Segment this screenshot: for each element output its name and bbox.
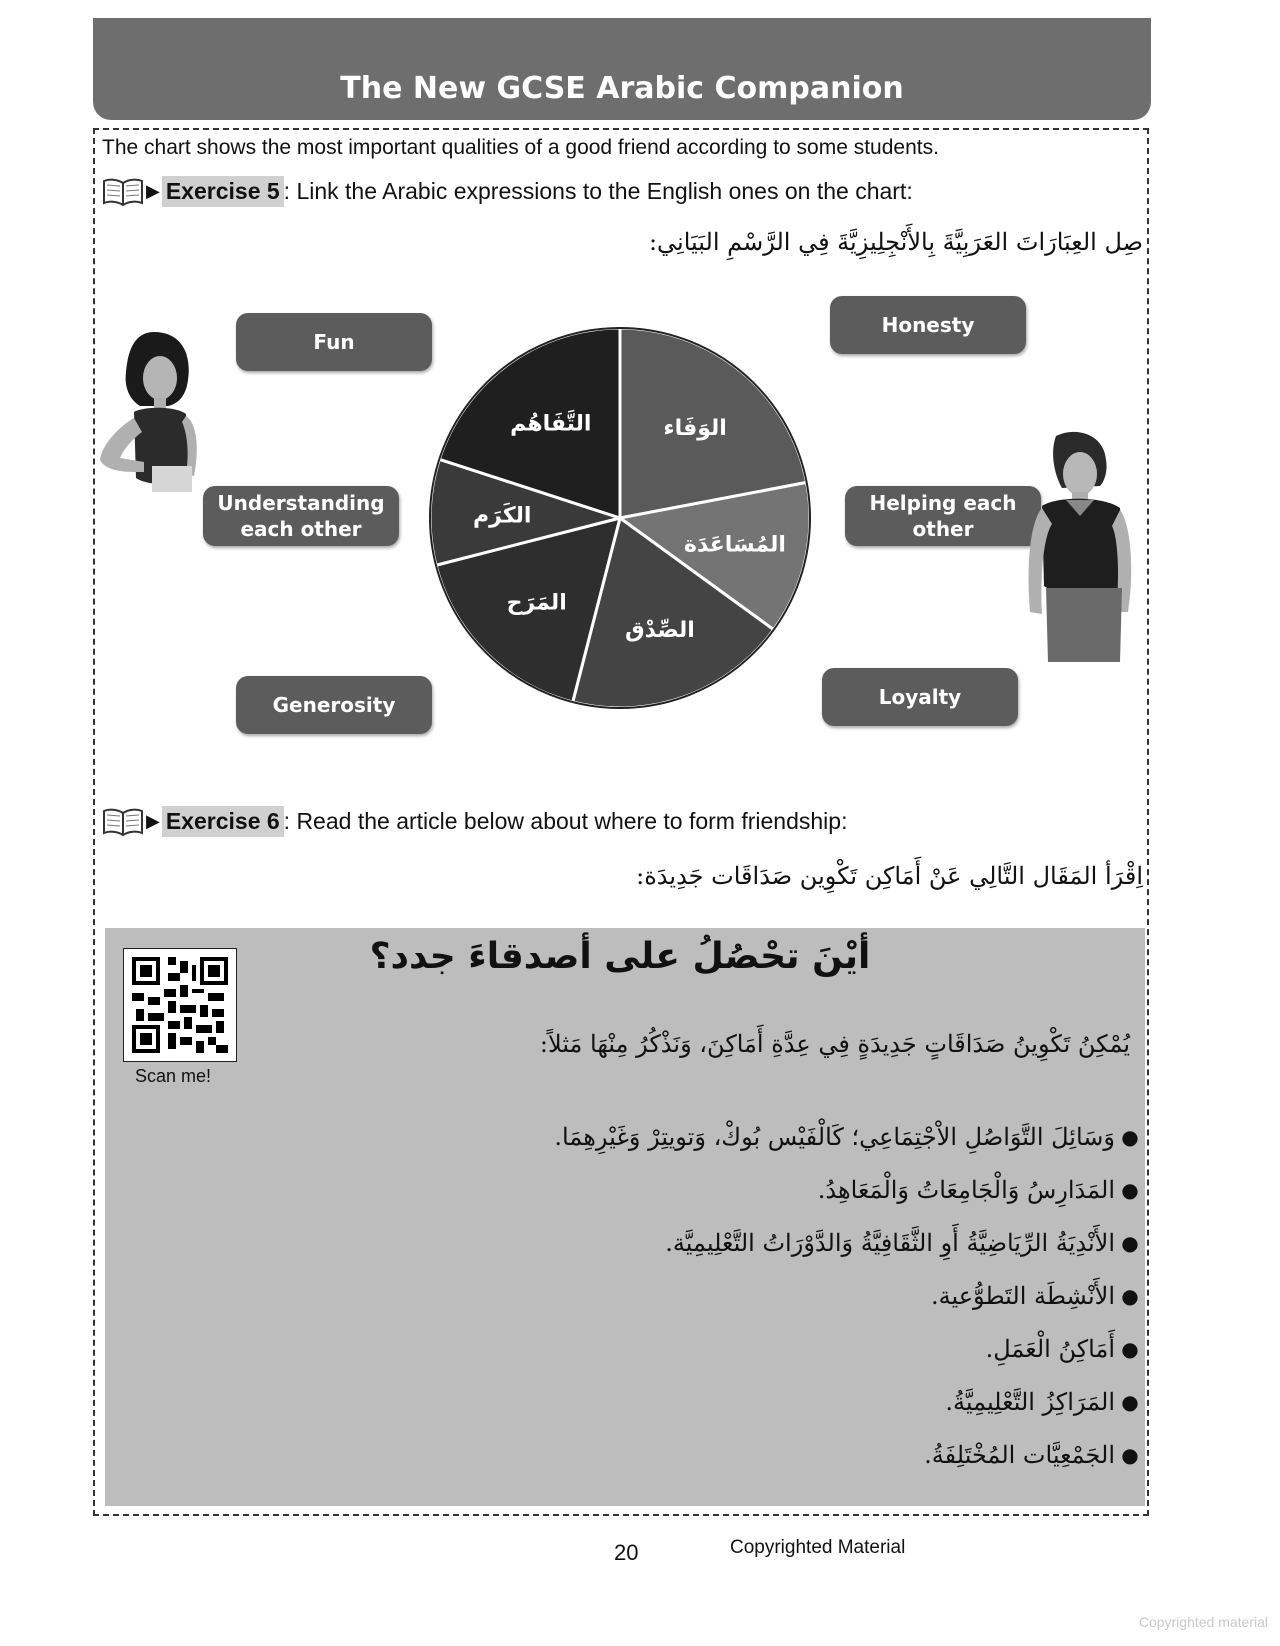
list-item-text: الأَنْدِيَةُ الرِّيَاضِيَّةُ أَوِ الثَّقَافِيَّةُ وَالدَّوْرَاتُ التَّعْلِيمِيَّة. [665, 1228, 1115, 1257]
list-item [445, 1269, 1145, 1322]
label-understanding[interactable] [203, 486, 399, 546]
qualities-pie-chart [420, 318, 820, 718]
list-item [445, 1322, 1145, 1375]
exercise-5-label: Exercise 5 [162, 176, 284, 207]
pie-slice-label: المُسَاعَدَة [684, 532, 786, 558]
list-item-text: وَسَائِلَ التَّوَاصُلِ الاْجْتِمَاعِي؛ كَالْفَيْس بُوكْ، وَتويتِرْ وَغَيْرِهِمَا. [554, 1122, 1115, 1151]
intro-text: The chart shows the most important qualities of a good friend according to some students. [102, 136, 939, 159]
page-header [93, 18, 1151, 120]
exercise-6-arabic: اِقْرَأ المَقَال التَّالِي عَنْ أَمَاكِن تَكْوِين صَدَاقَات جَدِيدَة: [636, 862, 1143, 890]
label-fun-text: Fun [313, 330, 355, 354]
list-item [445, 1375, 1145, 1428]
list-item-text: الأَنْشِطَة التَطوُّعية. [931, 1281, 1115, 1310]
page-number: 20 [614, 1540, 639, 1565]
exercise-5-instruction: : Link the Arabic expressions to the English ones on the chart: [283, 178, 913, 204]
label-loyalty-text: Loyalty [878, 685, 962, 709]
label-loyalty[interactable] [822, 668, 1018, 726]
label-generosity[interactable] [236, 676, 432, 734]
label-honesty-text: Honesty [881, 313, 975, 337]
list-item-text: الجَمْعِيَّات المُخْتَلِفَةُ. [924, 1440, 1115, 1469]
exercise-6-label: Exercise 6 [162, 806, 284, 837]
exercise-5-arabic: صِل العِبَارَاتَ العَرَبِيَّةَ بِالأَنْجِلِيزِيَّةَ فِي الرَّسْمِ البَيَانِي: [648, 228, 1143, 256]
bullet-icon: ● [1121, 1124, 1139, 1149]
pie-slice-label: الوَفَاء [663, 416, 727, 442]
pie-slice-label: الكَرَم [473, 503, 532, 529]
label-generosity-text: Generosity [272, 693, 396, 717]
pie-slice-label: التَّفَاهُم [510, 411, 592, 437]
article-title: أيْنَ تحْصُلُ على أصدقاءَ جدد؟ [369, 936, 871, 977]
list-item [445, 1163, 1145, 1216]
book-title: The New GCSE Arabic Companion [340, 71, 904, 106]
qr-caption: Scan me! [135, 1066, 212, 1086]
list-item [445, 1110, 1145, 1163]
label-understanding-line2: each other [240, 517, 362, 541]
arrow-icon: ▶ [146, 181, 160, 201]
open-book-icon [102, 807, 144, 837]
label-helping-line1: Helping each [869, 491, 1017, 515]
list-item-text: المَرَاكِزُ التَّعْلِيمِيَّةُ. [945, 1387, 1115, 1416]
open-book-icon [102, 177, 144, 207]
label-understanding-line1: Understanding [217, 491, 385, 515]
article-intro: يُمْكِنُ تَكْوِينُ صَدَاقَاتٍ جَدِيدَةٍ فِي عِدَّةِ أَمَاكِنَ، وَنَذْكُرُ مِنْهَا مَثلاً: [539, 1030, 1130, 1058]
qr-code[interactable] [123, 948, 237, 1062]
label-helping-line2: other [912, 517, 974, 541]
list-item [445, 1428, 1145, 1481]
pie-slice-label: المَرَح [506, 590, 567, 616]
label-honesty[interactable] [830, 296, 1026, 354]
bullet-icon: ● [1121, 1389, 1139, 1414]
qr-code-icon [132, 957, 228, 1053]
copyright-notice: Copyrighted Material [730, 1537, 906, 1558]
pie-slice-label: الصِّدْق [624, 617, 695, 643]
bullet-icon: ● [1121, 1336, 1139, 1361]
exercise-6-heading [102, 806, 847, 837]
girl-illustration [94, 326, 214, 498]
label-helping[interactable] [845, 486, 1041, 546]
label-fun[interactable] [236, 313, 432, 371]
exercise-5-heading [102, 176, 913, 207]
bullet-icon: ● [1121, 1283, 1139, 1308]
boy-illustration [1016, 426, 1136, 666]
bullet-icon: ● [1121, 1230, 1139, 1255]
arrow-icon: ▶ [146, 811, 160, 831]
list-item [445, 1216, 1145, 1269]
list-item-text: المَدَارِسُ وَالْجَامِعَاتُ وَالْمَعَاهِدُ. [817, 1175, 1115, 1204]
bullet-icon: ● [1121, 1442, 1139, 1467]
bullet-icon: ● [1121, 1177, 1139, 1202]
article-bullet-list [445, 1110, 1145, 1481]
exercise-6-instruction: : Read the article below about where to form friendship: [283, 808, 848, 834]
watermark-text: Copyrighted material [1138, 1614, 1268, 1630]
list-item-text: أَمَاكِنُ الْعَمَلِ. [985, 1334, 1115, 1363]
